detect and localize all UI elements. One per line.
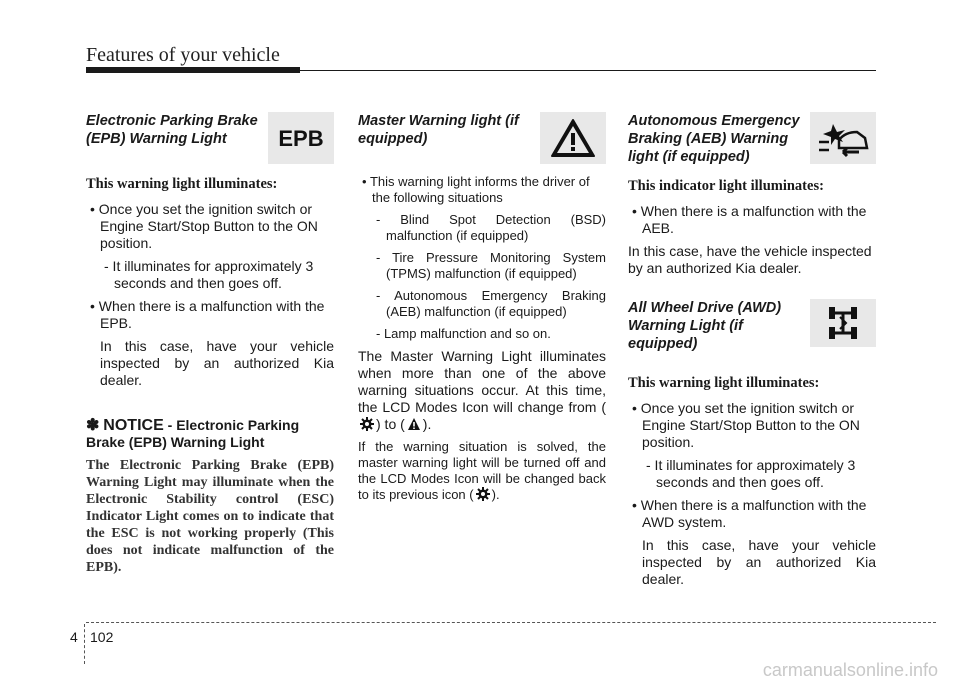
master-bullet-1: • This warning light informs the driver of the following situations: [362, 174, 590, 205]
section-number: 4: [70, 629, 78, 645]
master-dash-2: - Tire Pressure Monitoring System (TPMS) malfunction (if equipped): [376, 250, 606, 281]
awd-section-title: All Wheel Drive (AWD) Warning Light (if equipped): [628, 300, 782, 352]
notice-label: NOTICE: [103, 417, 164, 434]
master-section-title: Master Warning light (if equipped): [358, 113, 519, 147]
master-paragraph-1: [358, 348, 606, 433]
awd-warning-icon: [810, 299, 876, 347]
master-para-1-mid: ) to (: [376, 416, 405, 432]
epb-icon-text: EPB: [278, 125, 324, 151]
epb-bullet-1: • Once you set the ignition switch or Engine Start/Stop Button to the ON position.: [90, 201, 318, 251]
awd-section-header: [628, 299, 876, 353]
epb-notice-heading: [86, 417, 334, 451]
aeb-paragraph: In this case, have the vehicle inspected by an authorized Kia dealer.: [628, 243, 872, 276]
epb-section-title: Electronic Parking Brake (EPB) Warning Light: [86, 113, 258, 147]
epb-intro: This warning light illuminates:: [86, 176, 278, 192]
aeb-section-header: [628, 112, 876, 166]
footer-divider: [84, 624, 85, 664]
header-bar: [86, 67, 300, 73]
epb-icon: [268, 112, 334, 164]
aeb-bullet-1-text: When there is a malfunction with the AEB.: [640, 203, 867, 236]
aeb-intro: This indicator light illuminates:: [628, 178, 824, 194]
page-number: 102: [90, 629, 114, 645]
header-rule: [300, 70, 876, 71]
gear-icon: [476, 487, 490, 501]
epb-notice-body: The Electronic Parking Brake (EPB) Warning Light may illuminate when the Electronic Stability control (ESC) Indicator Light comes on to indicate that the ESC is not working properly (This does not indicate malfunction of the EPB).: [86, 458, 334, 575]
page-header-title: Features of your vehicle: [86, 44, 280, 66]
awd-bullet-2: • When there is a malfunction with the AWD system.: [632, 497, 867, 530]
awd-intro: This warning light illuminates:: [628, 375, 820, 391]
notice-symbol: ✽: [86, 417, 100, 434]
footer-rule: [86, 622, 936, 623]
epb-paragraph: In this case, have your vehicle inspected by an authorized Kia dealer.: [100, 338, 334, 388]
awd-dash-1: - It illuminates for approximately 3 seconds and then goes off.: [646, 457, 856, 490]
master-section-header: [358, 112, 606, 164]
awd-bullet-1-text: Once you set the ignition switch or Engine Start/Stop Button to the ON position.: [640, 400, 860, 450]
warning-triangle-small-icon: [407, 417, 421, 431]
epb-bullet-1-text: Once you set the ignition switch or Engine Start/Stop Button to the ON position.: [98, 201, 318, 251]
awd-paragraph: In this case, have your vehicle inspected by an authorized Kia dealer.: [642, 537, 876, 587]
master-para-2-text: If the warning situation is solved, the master warning light will be turned off and the LCD Modes Icon will be changed back to its previous icon (: [358, 439, 606, 502]
master-dash-3: - Autonomous Emergency Braking (AEB) malfunction (if equipped): [376, 288, 606, 319]
master-paragraph-2: [358, 439, 606, 503]
master-bullet-1-text: This warning light informs the driver of the following situations: [369, 174, 590, 205]
awd-bullet-2-text: When there is a malfunction with the AWD system.: [640, 497, 867, 530]
awd-bullet-1: • Once you set the ignition switch or Engine Start/Stop Button to the ON position.: [632, 400, 860, 450]
epb-bullet-2-text: When there is a malfunction with the EPB.: [98, 298, 325, 331]
gear-icon: [360, 417, 374, 431]
master-dash-4: - Lamp malfunction and so on.: [376, 326, 551, 341]
notice-title: - Electronic Parking Brake (EPB) Warning Light: [86, 417, 300, 450]
aeb-warning-icon: [810, 112, 876, 164]
column-epb: [86, 108, 334, 576]
master-para-1-text: The Master Warning Light illuminates when more than one of the above warning situations occur. At this time, the LCD Modes Icon will change from (: [358, 348, 606, 415]
column-aeb-awd: [628, 108, 876, 594]
master-para-1-end: ).: [422, 416, 432, 432]
epb-dash-1: - It illuminates for approximately 3 seconds and then goes off.: [104, 258, 314, 291]
master-dash-1: - Blind Spot Detection (BSD) malfunction (if equipped): [376, 212, 606, 243]
column-master-warning: [358, 108, 606, 509]
epb-section-header: [86, 112, 334, 164]
watermark: carmanualsonline.info: [762, 660, 938, 680]
warning-triangle-icon: [540, 112, 606, 164]
aeb-bullet-1: • When there is a malfunction with the AEB.: [632, 203, 867, 236]
aeb-section-title: Autonomous Emergency Braking (AEB) Warning light (if equipped): [628, 113, 800, 165]
epb-bullet-2: • When there is a malfunction with the EPB.: [90, 298, 325, 331]
master-para-2-end: ).: [491, 487, 500, 502]
